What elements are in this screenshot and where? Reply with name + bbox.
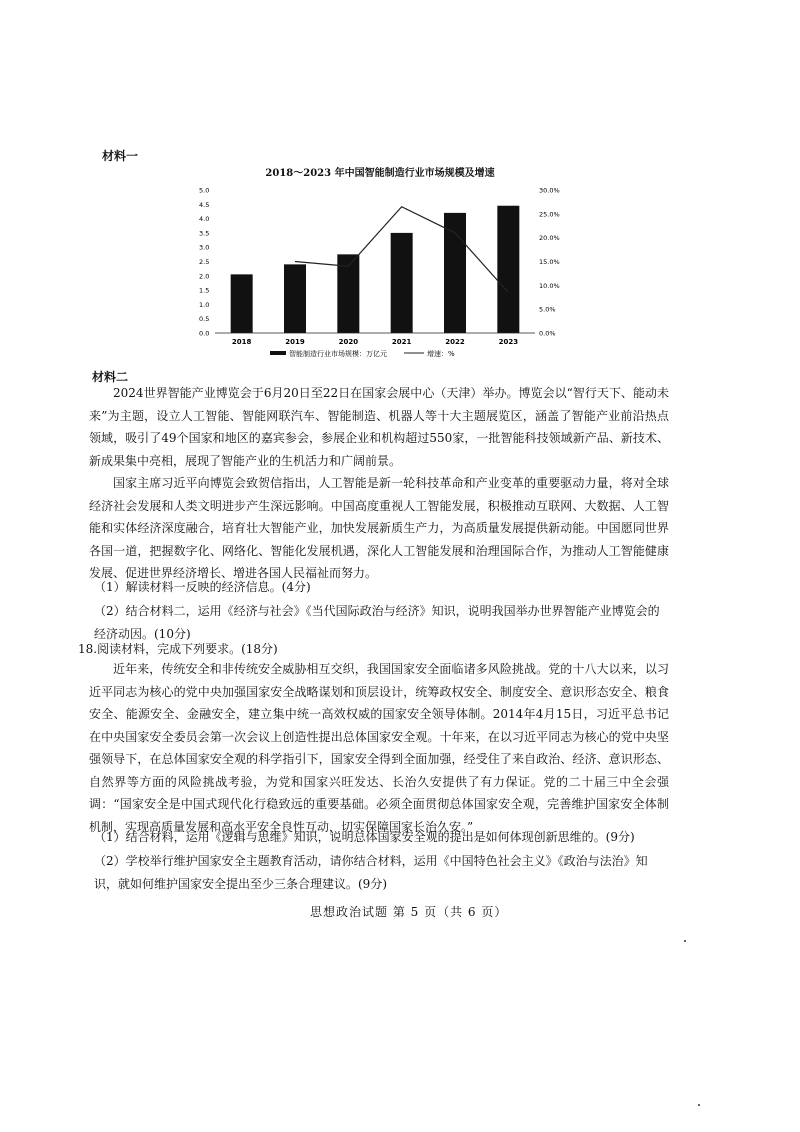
- left-tick-label: 5.0: [199, 186, 210, 195]
- legend-bar-swatch: [270, 351, 286, 355]
- left-tick-label: 0.5: [199, 315, 210, 324]
- x-tick-label: 2023: [498, 338, 519, 346]
- left-axis: [199, 187, 209, 338]
- scan-speck: [684, 940, 686, 942]
- bar-series: [231, 206, 520, 333]
- left-tick-label: 3.0: [199, 243, 210, 252]
- bar-2021: [391, 233, 413, 333]
- right-axis: [539, 187, 560, 338]
- left-tick-label: 2.5: [199, 258, 210, 266]
- material2-label: 材料二: [92, 370, 129, 384]
- q18-sub2: （2）学校举行维护国家安全主题教育活动，请你结合材料，运用《中国特色社会主义》《政治与法治》知识，就如何维护国家安全提出至少三条合理建议。(9分): [94, 854, 648, 891]
- right-tick-label: 30.0%: [539, 186, 560, 195]
- page-footer: 思想政治试题 第 5 页（共 6 页）: [310, 905, 508, 919]
- x-axis: [232, 338, 518, 346]
- right-tick-label: 0.0%: [539, 329, 556, 338]
- legend: [270, 349, 455, 358]
- left-tick-label: 0.0: [199, 329, 210, 338]
- right-tick-label: 5.0%: [539, 305, 556, 314]
- left-tick-label: 1.0: [199, 300, 210, 309]
- bar-2019: [284, 264, 306, 333]
- left-tick-label: 4.0: [199, 215, 210, 224]
- bar-2018: [231, 274, 253, 333]
- legend-bar-label: 智能制造行业市场规模：万亿元: [289, 350, 387, 358]
- q17-sub2: （2）结合材料二，运用《经济与社会》《当代国际政治与经济》知识，说明我国举办世界智能产业博览会的经济动因。(10分): [94, 604, 660, 641]
- x-tick-label: 2022: [445, 338, 465, 346]
- right-tick-label: 10.0%: [539, 281, 560, 290]
- material2-paragraph-2: 国家主席习近平向博览会致贺信指出，人工智能是新一轮科技革命和产业变革的重要驱动力量，将对全球经济社会发展和人类文明进步产生深远影响。中国高度重视人工智能发展，积极推动互联网、大数据、人工智能和实体经济深度融合，培育壮大智能产业，加快发展新质生产力，为高质量发展提供新动能。中国愿同世界各国一道，把握数字化、网络化、智能化发展机遇，深化人工智能发展和治理国际合作，为推动人工智能健康发展、促进世界经济增长、增进各国人民福祉而努力。: [89, 476, 669, 580]
- right-tick-label: 25.0%: [539, 210, 560, 219]
- chart: [190, 180, 570, 362]
- x-tick-label: 2020: [338, 338, 359, 346]
- left-tick-label: 3.5: [199, 229, 210, 238]
- x-tick-label: 2021: [391, 338, 412, 346]
- left-tick-label: 4.5: [199, 200, 210, 209]
- scan-speck: [698, 1104, 700, 1106]
- q18-paragraph: 近年来，传统安全和非传统安全威胁相互交织，我国国家安全面临诸多风险挑战。党的十八大以来，以习近平同志为核心的党中央加强国家安全战略谋划和顶层设计，统筹政权安全、制度安全、意识形态安全、粮食安全、能源安全、金融安全，建立集中统一高效权威的国家安全领导体制。2014年4月15日，习近平总书记在中央国家安全委员会第一次会议上创造性提出总体国家安全观。十年来，在以习近平同志为核心的党中央坚强领导下，在总体国家安全观的科学指引下，国家安全得到全面加强，经受住了来自政治、经济、意识形态、自然界等方面的风险挑战考验，为党和国家兴旺发达、长治久安提供了有力保证。党的二十届三中全会强调：“国家安全是中国式现代化行稳致远的重要基础。必须全面贯彻总体国家安全观，完善维护国家安全体制机制，实现高质量发展和高水平安全良性互动，切实保障国家长治久安。”: [89, 662, 669, 834]
- q18-sub1: （1）结合材料，运用《逻辑与思维》知识，说明总体国家安全观的提出是如何体现创新思维的。(9分): [94, 830, 635, 844]
- bar-2023: [497, 206, 519, 333]
- x-tick-label: 2019: [285, 338, 305, 346]
- right-tick-label: 15.0%: [539, 258, 560, 266]
- legend-line-label: 增速：%: [427, 350, 455, 358]
- material2-paragraph-1: 2024世界智能产业博览会于6月20日至22日在国家会展中心（天津）举办。博览会以“智行天下、能动未来”为主题，设立人工智能、智能网联汽车、智能制造、机器人等十大主题展览区，涵盖了智能产业前沿热点领域，吸引了49个国家和地区的嘉宾参会，参展企业和机构超过550家，一批智能科技领域新产品、新技术、新成果集中亮相，展现了智能产业的生机活力和广阔前景。: [89, 386, 669, 468]
- chart-title: 2018～2023 年中国智能制造行业市场规模及增速: [265, 168, 495, 179]
- q17-sub1: （1）解读材料一反映的经济信息。(4分): [94, 580, 311, 594]
- right-tick-label: 20.0%: [539, 234, 560, 243]
- x-tick-label: 2018: [231, 338, 252, 346]
- bar-2022: [444, 213, 466, 333]
- left-tick-label: 2.0: [199, 272, 210, 281]
- material1-label: 材料一: [102, 149, 139, 163]
- left-tick-label: 1.5: [199, 286, 210, 295]
- q18-title: 18.阅读材料，完成下列要求。(18分): [78, 642, 278, 656]
